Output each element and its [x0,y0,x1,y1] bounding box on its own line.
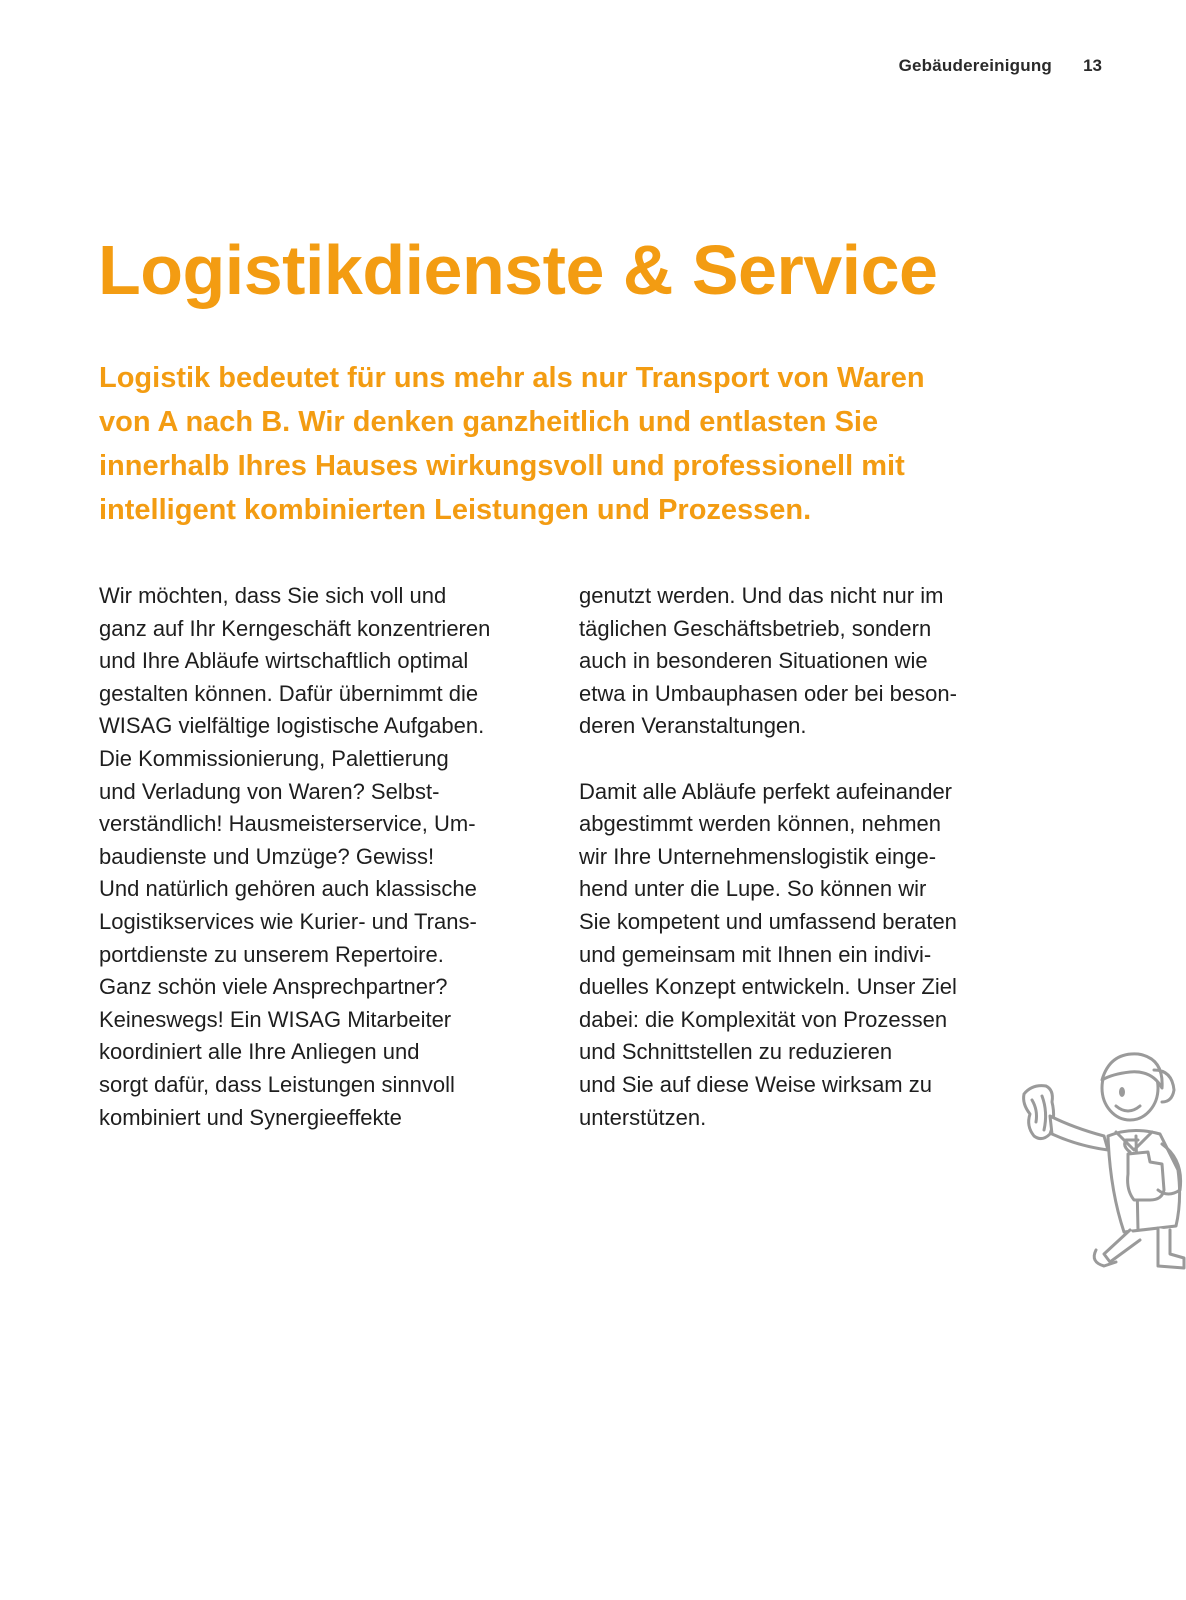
body-line: und Ihre Abläufe wirtschaftlich optimal [99,648,469,674]
lead-line: Logistik bedeutet für uns mehr als nur Transport von Waren [99,362,925,394]
lead-paragraph [99,356,1059,532]
body-line: verständlich! Hausmeisterservice, Um- [99,811,476,837]
body-line: und Verladung von Waren? Selbst- [99,778,440,804]
body-line: etwa in Umbauphasen oder bei beson- [579,680,957,706]
body-line: deren Veranstaltungen. [579,713,807,739]
body-line: Damit alle Abläufe perfekt aufeinander [579,778,953,804]
body-line: genutzt werden. Und das nicht nur im [579,583,944,608]
lead-line: innerhalb Ihres Hauses wirkungsvoll und professionell mit [99,450,905,482]
body-line: ganz auf Ihr Kerngeschäft konzentrieren [99,615,491,641]
section-name: Gebäudereinigung [898,56,1052,75]
body-line: duelles Konzept entwickeln. Unser Ziel [579,974,957,1000]
body-line: WISAG vielfältige logistische Aufgaben. [99,713,485,739]
body-line: kombiniert und Synergieeffekte [99,1104,402,1130]
cleaning-worker-icon [1012,1040,1186,1280]
body-line: und Sie auf diese Weise wirksam zu [579,1071,932,1097]
body-column-right [579,580,1049,1134]
body-line: täglichen Geschäftsbetrieb, sondern [579,615,932,641]
body-line: gestalten können. Dafür übernimmt die [99,680,479,706]
body-line: Wir möchten, dass Sie sich voll und [99,583,447,608]
body-line: dabei: die Komplexität von Prozessen [579,1006,948,1032]
page-header [0,56,1186,86]
body-line: wir Ihre Unternehmenslogistik einge- [579,843,937,869]
body-line: Logistikservices wie Kurier- und Trans- [99,908,477,934]
body-line: Und natürlich gehören auch klassische [99,876,477,902]
body-line: und gemeinsam mit Ihnen ein indivi- [579,941,932,967]
body-line: abgestimmt werden können, nehmen [579,811,941,837]
paragraph-gap [579,743,1049,776]
body-line: Die Kommissionierung, Palettierung [99,745,449,771]
body-line: koordiniert alle Ihre Anliegen und [99,1039,420,1065]
page-number: 13 [1083,56,1102,75]
body-line: portdienste zu unserem Repertoire. [99,941,444,967]
body-line: Ganz schön viele Ansprechpartner? [99,974,448,1000]
lead-line: intelligent kombinierten Leistungen und Prozessen. [99,494,812,526]
lead-line: von A nach B. Wir denken ganzheitlich und entlasten Sie [99,406,879,438]
body-line: Sie kompetent und umfassend beraten [579,908,957,934]
body-line: sorgt dafür, dass Leistungen sinnvoll [99,1071,455,1097]
page-title: Logistikdienste & Service [98,231,938,309]
body-column-left [99,580,569,1134]
body-line: auch in besonderen Situationen wie [579,648,928,674]
body-line: Keineswegs! Ein WISAG Mitarbeiter [99,1006,452,1032]
body-line: unterstützen. [579,1104,707,1130]
body-line: hend unter die Lupe. So können wir [579,876,927,902]
body-line: baudienste und Umzüge? Gewiss! [99,843,435,869]
body-line: und Schnittstellen zu reduzieren [579,1039,893,1065]
